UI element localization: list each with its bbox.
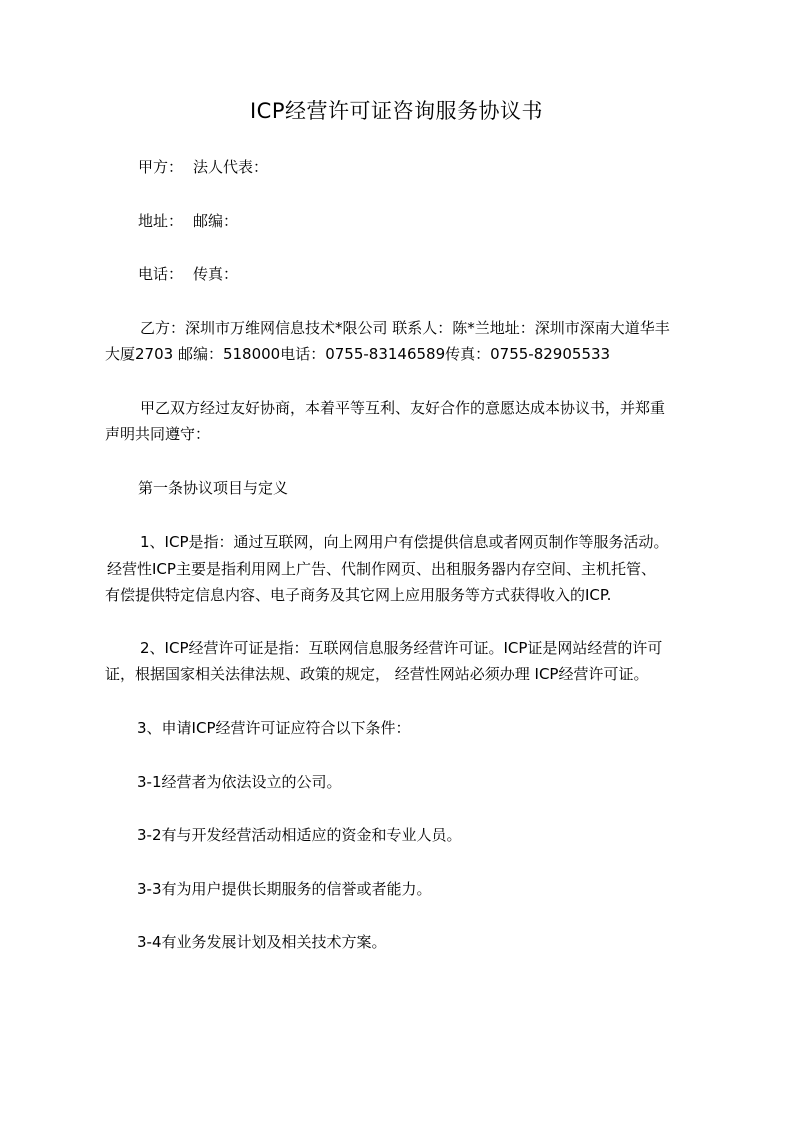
item-2-line-2: 证，根据国家相关法律法规、政策的规定， 经营性网站必须办理 ICP经营许可证。: [105, 665, 649, 683]
item-2-line-1: 2、ICP经营许可证是指：互联网信息服务经营许可证。ICP证是网站经营的许可: [140, 639, 663, 657]
party-a-line: [138, 157, 268, 177]
condition-item: 3-3有为用户提供长期服务的信誉或者能力。: [137, 880, 432, 898]
preamble-line-2: 声明共同遵守：: [105, 425, 211, 443]
phone-line: [138, 264, 238, 284]
document-title: ICP经营许可证咨询服务协议书: [249, 99, 544, 123]
condition-item: 3-1经营者为依法设立的公司。: [137, 773, 342, 791]
item-1-line-3: 有偿提供特定信息内容、电子商务及其它网上应用服务等方式获得收入的ICP.: [105, 586, 612, 604]
postcode-label: 邮编：: [193, 212, 239, 230]
preamble-line-1: 甲乙双方经过友好协商，本着平等互利、友好合作的意愿达成本协议书，并郑重: [140, 399, 666, 417]
party-a-label: 甲方：: [138, 158, 184, 176]
phone-label: 电话：: [138, 265, 184, 283]
legal-rep-label: 法人代表：: [193, 158, 269, 176]
item-1-line-2: 经营性ICP主要是指利用网上广告、代制作网页、出租服务器内存空间、主机托管、: [107, 560, 656, 578]
fax-label: 传真：: [193, 265, 239, 283]
article-1-heading: 第一条协议项目与定义: [138, 479, 289, 497]
party-b-line-1: 乙方：深圳市万维网信息技术*限公司 联系人：陈*兰地址：深圳市深南大道华丰: [140, 319, 670, 337]
item-3-line: 3、申请ICP经营许可证应符合以下条件：: [137, 719, 411, 737]
address-label: 地址：: [138, 212, 184, 230]
condition-item: 3-2有与开发经营活动相适应的资金和专业人员。: [137, 826, 462, 844]
condition-item: 3-4有业务发展计划及相关技术方案。: [137, 933, 387, 951]
item-1-line-1: 1、ICP是指：通过互联网，向上网用户有偿提供信息或者网页制作等服务活动。: [140, 533, 669, 551]
party-b-line-2: 大厦2703 邮编：518000电话：0755-83146589传真：0755-82905533: [105, 345, 611, 363]
address-line: [138, 211, 238, 231]
